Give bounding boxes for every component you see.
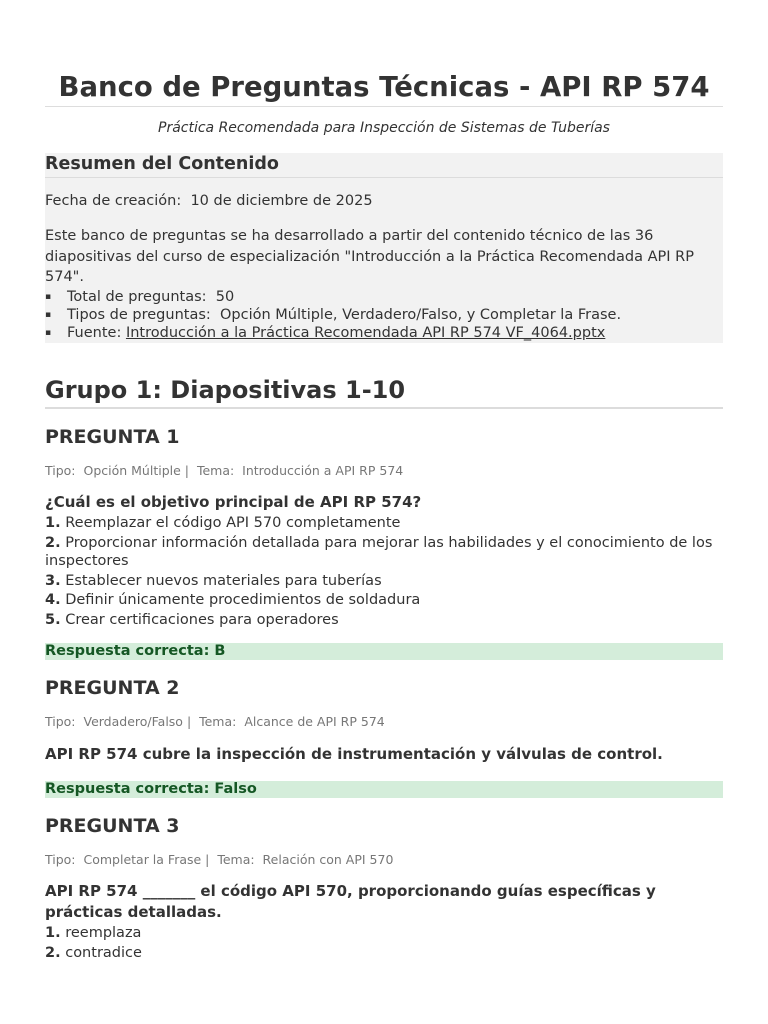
option <box>45 572 723 591</box>
question-1-options <box>45 514 723 630</box>
option <box>45 514 723 533</box>
date-value: 10 de diciembre de 2025 <box>190 193 373 209</box>
question-3-stem: API RP 574 _______ el código API 570, proporcionando guías específicas y prácticas detalladas. <box>45 882 656 921</box>
question-1-answer: Respuesta correcta: B <box>45 643 723 660</box>
option-number: 1. <box>45 925 61 941</box>
topic-label: Tema: <box>217 852 255 867</box>
topic-label: Tema: <box>196 463 235 478</box>
topic-value: Relación con API 570 <box>262 852 394 867</box>
option-number: 2. <box>45 944 61 961</box>
option-number: 5. <box>45 611 61 628</box>
option-text: contradice <box>65 944 142 961</box>
question-3-options <box>45 924 723 963</box>
option-text: Reemplazar el código API 570 completamente <box>65 515 401 531</box>
question-2-answer: Respuesta correcta: Falso <box>45 781 723 798</box>
option-text: Definir únicamente procedimientos de soldadura <box>65 592 421 608</box>
type-value: Opción Múltiple <box>83 463 181 478</box>
date-label: Fecha de creación: <box>45 193 182 209</box>
option <box>45 611 723 630</box>
option <box>45 534 723 571</box>
type-label: Tipo: <box>45 463 76 478</box>
option-text: Crear certificaciones para operadores <box>65 611 339 628</box>
summary-heading: Resumen del Contenido <box>45 153 723 178</box>
summary-item-label: Fuente: <box>67 325 122 341</box>
group-heading: Grupo 1: Diapositivas 1-10 <box>45 375 723 409</box>
question-1-title: PREGUNTA 1 <box>45 426 180 448</box>
option-text: reemplaza <box>65 925 142 941</box>
document-subtitle: Práctica Recomendada para Inspección de Sistemas de Tuberías <box>158 120 610 136</box>
option-text: Proporcionar información detallada para mejorar las habilidades y el conocimiento de los inspectores <box>45 534 713 569</box>
option-number: 4. <box>45 592 61 608</box>
option <box>45 924 723 943</box>
option-number: 3. <box>45 572 61 589</box>
summary-list <box>45 288 621 342</box>
summary-item-label: Tipos de preguntas: <box>67 307 211 323</box>
question-2-meta: Tipo: Verdadero/Falso | Tema: Alcance de API RP 574 <box>45 714 385 729</box>
summary-box <box>45 153 723 343</box>
topic-value: Alcance de API RP 574 <box>244 714 385 729</box>
type-value: Completar la Frase <box>83 852 202 867</box>
option-number: 2. <box>45 534 61 551</box>
summary-item-total <box>45 288 621 306</box>
type-value: Verdadero/Falso <box>83 714 183 729</box>
summary-item-value: Opción Múltiple, Verdadero/Falso, y Completar la Frase. <box>220 307 622 323</box>
type-label: Tipo: <box>45 852 76 867</box>
question-3-title: PREGUNTA 3 <box>45 815 180 837</box>
question-3-meta: Tipo: Completar la Frase | Tema: Relación con API 570 <box>45 852 394 867</box>
summary-item-source <box>45 324 621 342</box>
option-number: 1. <box>45 515 61 531</box>
type-label: Tipo: <box>45 714 76 729</box>
topic-label: Tema: <box>199 714 237 729</box>
question-1-meta: Tipo: Opción Múltiple | Tema: Introducción a API RP 574 <box>45 463 404 478</box>
creation-date <box>45 193 373 209</box>
summary-description: Este banco de preguntas se ha desarrollado a partir del contenido técnico de las 36 diapositivas del curso de especialización "Introducción a la Práctica Recomendada API RP 574". <box>45 228 694 285</box>
option <box>45 591 723 610</box>
question-1-stem: ¿Cuál es el objetivo principal de API RP 574? <box>45 493 422 511</box>
topic-value: Introducción a API RP 574 <box>242 463 404 478</box>
summary-item-label: Total de preguntas: <box>67 289 207 305</box>
option <box>45 944 723 963</box>
source-link[interactable]: Introducción a la Práctica Recomendada API RP 574 VF_4064.pptx <box>125 325 606 341</box>
question-2-title: PREGUNTA 2 <box>45 677 180 699</box>
option-text: Establecer nuevos materiales para tuberías <box>65 572 382 589</box>
summary-item-types <box>45 306 621 324</box>
question-2-stem: API RP 574 cubre la inspección de instrumentación y válvulas de control. <box>45 745 663 763</box>
summary-item-value: 50 <box>215 289 235 305</box>
document-title: Banco de Preguntas Técnicas - API RP 574 <box>45 70 723 107</box>
